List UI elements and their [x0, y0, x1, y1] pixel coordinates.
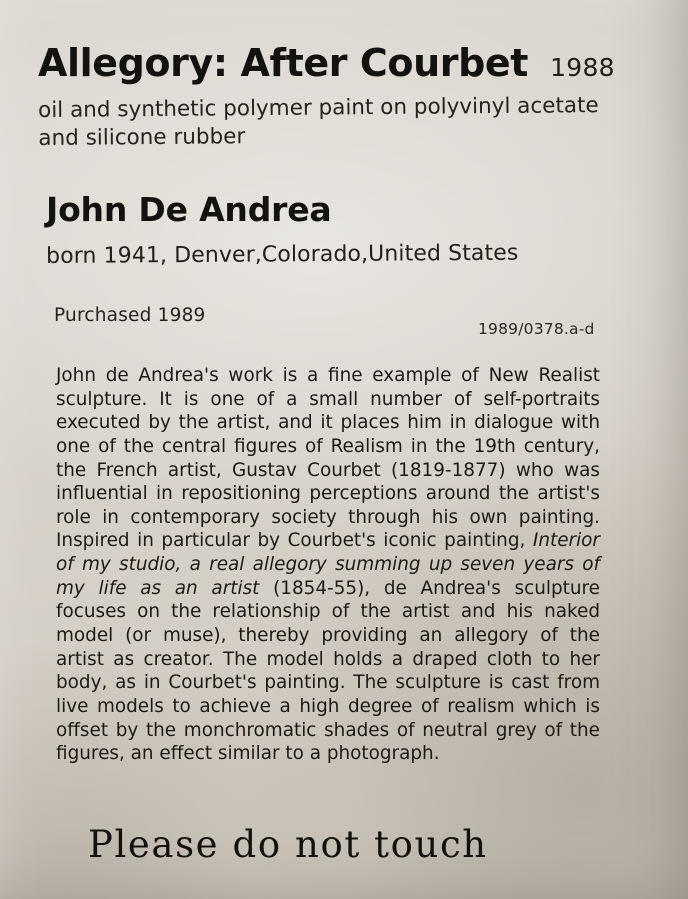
description-part-two: (1854-55), de Andrea's sculpture focuses on the relationship of the artist and his naked model (or muse), thereby providing an allegory of the artist as creator. The model holds a draped cloth to her body, as in Courbet's painting. The sculpture is cast from live models to achieve a high degree of realism which is offset by the monchromatic shades of neutral grey of the figures, an effect similar to a photograph. [56, 577, 600, 765]
credit-line: Purchased 1989 [54, 305, 206, 326]
description-part-one: John de Andrea's work is a fine example of New Realist sculpture. It is one of a small number of self-portraits executed by the artist, and it places him in dialogue with one of the central figures of Realism in the 19th century, the French artist, Gustav Courbet (1819-1877) who was influential in repositioning perceptions around the artist's role in contemporary society through his own painting. Inspired in particular by Courbet's iconic painting, [56, 365, 600, 552]
artwork-medium: oil and synthetic polymer paint on polyvinyl acetate and silicone rubber [38, 93, 599, 151]
description-paragraph [56, 364, 600, 766]
accession-number: 1989/0378.a-d [478, 320, 595, 338]
artist-name: John De Andrea [46, 190, 332, 229]
referenced-painting-title: Interior of my studio, a real allegory summing up seven years of my life as an artist [56, 530, 600, 599]
artist-birth-info: born 1941, Denver,Colorado,United States [46, 240, 519, 269]
artwork-title: Allegory: After Courbet [38, 41, 529, 85]
title-row [38, 41, 648, 85]
do-not-touch-notice: Please do not touch [88, 823, 488, 866]
artwork-year: 1988 [550, 53, 615, 82]
